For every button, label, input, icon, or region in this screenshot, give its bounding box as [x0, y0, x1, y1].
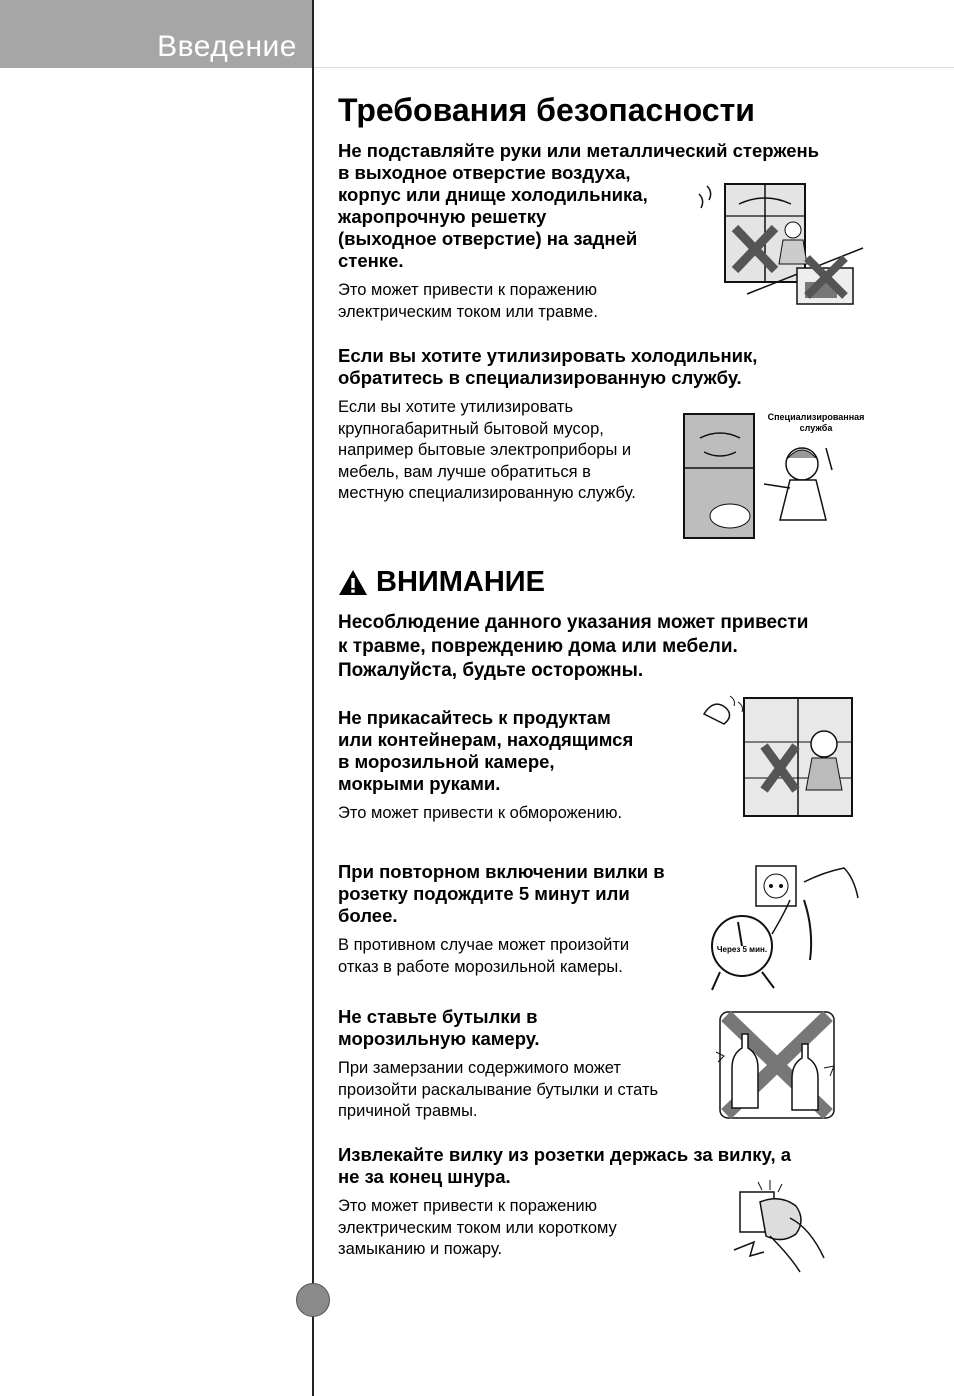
body-line: например бытовые электроприборы и: [338, 441, 632, 459]
item-body: [338, 935, 718, 978]
body-line: местную специализированную службу.: [338, 484, 636, 502]
heading-line: Не ставьте бутылки в: [338, 1006, 538, 1027]
body-line: замыканию и пожару.: [338, 1240, 503, 1258]
heading-line: Не подставляйте руки или металлический стержень: [338, 140, 820, 161]
body-line: электрическим током или травме.: [338, 302, 598, 321]
illustration-label: служба: [799, 423, 833, 433]
heading-line: корпус или днище холодильника,: [338, 184, 648, 205]
body-line: В противном случае может произойти: [338, 936, 630, 954]
caution-title-text: ВНИМАНИЕ: [376, 566, 545, 598]
body-line: причиной травмы.: [338, 1102, 478, 1120]
illustration-disposal-service: [680, 408, 870, 544]
heading-line: в морозильной камере,: [338, 751, 555, 772]
body-line: Это может привести к обморожению.: [338, 804, 623, 822]
item-heading: [338, 707, 718, 795]
body-line: отказ в работе морозильной камеры.: [338, 957, 623, 976]
warning-triangle-icon: [338, 569, 368, 596]
illustration-label: Специализированная: [767, 412, 865, 422]
heading-line: (выходное отверстие) на задней: [338, 228, 638, 249]
heading-line: в выходное отверстие воздуха,: [338, 162, 631, 183]
margin-rule: [312, 0, 314, 1396]
intro-line: Несоблюдение данного указания может привести: [338, 612, 809, 633]
heading-line: розетку подождите 5 минут или: [338, 883, 630, 904]
heading-line: Не прикасайтесь к продуктам: [338, 707, 611, 728]
illustration-label: Через 5 мин.: [716, 945, 768, 954]
item-heading: [338, 1006, 718, 1050]
body-line: произойти раскалывание бутылки и стать: [338, 1080, 659, 1099]
item-heading: [338, 345, 878, 389]
heading-line: При повторном включении вилки в: [338, 861, 665, 882]
heading-line: не за конец шнура.: [338, 1166, 511, 1187]
body-line: Это может привести к поражению: [338, 1197, 598, 1215]
illustration-freezer-wet-hands: [700, 690, 860, 820]
caution-item-wet-hands: [338, 707, 718, 825]
intro-line: к травме, повреждению дома или мебели.: [338, 636, 738, 657]
heading-line: морозильную камеру.: [338, 1028, 540, 1049]
caution-title: [338, 566, 545, 599]
item-body: [338, 803, 718, 825]
heading-line: жаропрочную решетку: [338, 206, 547, 227]
heading-line: обратитесь в специализированную службу.: [338, 367, 742, 388]
body-line: Это может привести к поражению: [338, 281, 598, 299]
body-line: электрическим током или короткому: [338, 1218, 617, 1237]
body-line: крупногабаритный бытовой мусор,: [338, 419, 604, 438]
heading-line: более.: [338, 905, 398, 926]
item-body: [338, 1058, 718, 1123]
section-tab: [0, 0, 313, 68]
heading-line: мокрыми руками.: [338, 773, 501, 794]
illustration-bottles-freezer: [712, 1008, 842, 1123]
illustration-clock-socket: [700, 860, 860, 995]
heading-line: Если вы хотите утилизировать холодильник,: [338, 345, 758, 366]
heading-line: стенке.: [338, 250, 404, 271]
page-title: Требования безопасности: [338, 92, 755, 128]
illustration-unplug: [730, 1178, 830, 1276]
section-title: Введение: [157, 30, 297, 63]
item-heading: [338, 861, 718, 927]
header-rule: [313, 67, 954, 68]
intro-line: Пожалуйста, будьте осторожны.: [338, 660, 644, 681]
page-marker: [296, 1283, 330, 1317]
caution-intro: [338, 611, 898, 683]
heading-line: Извлекайте вилку из розетки держась за вилку, а: [338, 1144, 792, 1165]
caution-item-replug-wait: [338, 861, 718, 978]
illustration-fridge-outlet: [695, 178, 865, 308]
body-line: Если вы хотите утилизировать: [338, 398, 574, 416]
body-line: При замерзании содержимого может: [338, 1059, 621, 1077]
heading-line: или контейнерам, находящимся: [338, 729, 634, 750]
body-line: мебель, вам лучше обратиться в: [338, 462, 591, 481]
caution-item-bottles: [338, 1006, 718, 1123]
